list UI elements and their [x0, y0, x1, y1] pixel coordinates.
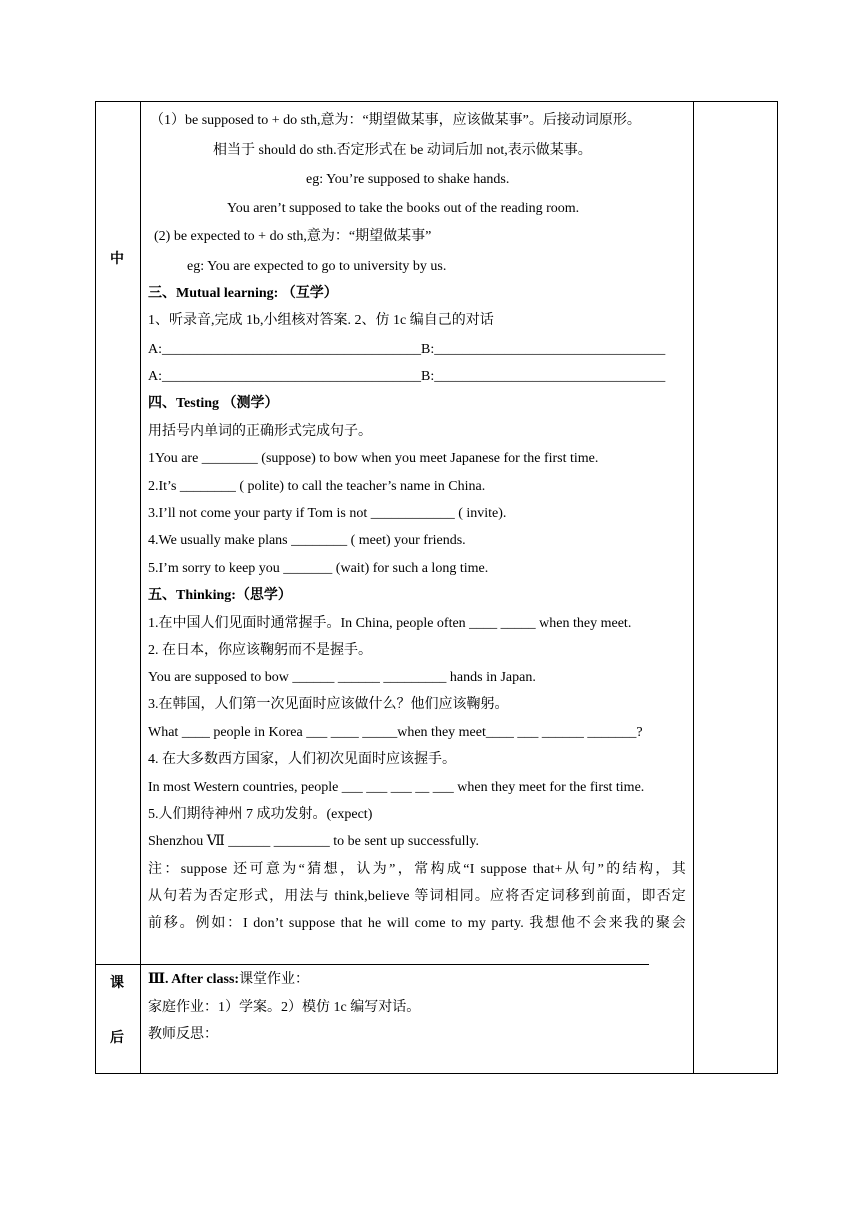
grammar-note-3: (2) be expected to + do sth,意为：“期望做某事”	[154, 229, 432, 244]
thinking-line-3: You are supposed to bow ______ ______ _________ hands in Japan.	[148, 670, 536, 685]
thinking-line-7: In most Western countries, people ___ ___ ___ __ ___ when they meet for the first time.	[148, 780, 645, 795]
thinking-line-5: What ____ people in Korea ___ ____ _____when they meet____ ___ ______ _______?	[148, 725, 643, 740]
testing-item-5: 5.I’m sorry to keep you _______ (wait) for such a long time.	[148, 561, 489, 576]
mutual-learning-heading: 三、Mutual learning: （互学）	[148, 286, 338, 301]
after-class-label: Ⅲ. After class:	[148, 972, 240, 987]
testing-heading: 四、Testing （测学）	[148, 396, 279, 411]
grammar-example-1: eg: You’re supposed to shake hands.	[306, 172, 510, 187]
side-label-after-1: 课	[110, 976, 124, 991]
thinking-line-4: 3.在韩国，人们第一次见面时应该做什么？他们应该鞠躬。	[148, 697, 509, 712]
testing-item-4: 4.We usually make plans ________ ( meet) your friends.	[148, 533, 466, 548]
usage-note-2: 从句若为否定形式，用法与 think,believe 等词相同。应将否定词移到前面，即否定	[148, 889, 686, 904]
usage-note-1: 注：suppose 还可意为“猜想，认为”，常构成“I suppose that+从句”的结构，其	[148, 862, 686, 877]
testing-instruction: 用括号内单词的正确形式完成句子。	[148, 424, 372, 439]
thinking-line-2: 2. 在日本，你应该鞠躬而不是握手。	[148, 643, 372, 658]
testing-item-2: 2.It’s ________ ( polite) to call the teacher’s name in China.	[148, 479, 486, 494]
mutual-learning-task: 1、听录音,完成 1b,小组核对答案. 2、仿 1c 编自己的对话	[148, 313, 494, 328]
thinking-line-1: 1.在中国人们见面时通常握手。In China, people often ____ _____ when they meet.	[148, 616, 632, 631]
dialogue-line-2: A:_____________________________________B:_________________________________	[148, 369, 666, 384]
thinking-line-8: 5.人们期待神州 7 成功发射。(expect)	[148, 807, 373, 822]
thinking-line-9: Shenzhou Ⅶ ______ ________ to be sent up successfully.	[148, 834, 479, 849]
grammar-example-3: eg: You are expected to go to university by us.	[187, 259, 447, 274]
thinking-line-6: 4. 在大多数西方国家，人们初次见面时应该握手。	[148, 752, 456, 767]
grammar-note-2: 相当于 should do sth.否定形式在 be 动词后加 not,表示做某事。	[213, 143, 592, 158]
grammar-note-1: （1）be supposed to + do sth,意为：“期望做某事，应该做某事”。后接动词原形。	[150, 113, 641, 128]
side-label-after-2: 后	[110, 1031, 124, 1046]
teacher-reflection: 教师反思：	[148, 1027, 218, 1042]
testing-item-3: 3.I’ll not come your party if Tom is not ____________ ( invite).	[148, 506, 507, 521]
column-divider-right	[693, 102, 694, 1073]
testing-item-1: 1You are ________ (suppose) to bow when you meet Japanese for the first time.	[148, 451, 599, 466]
grammar-example-2: You aren’t supposed to take the books out of the reading room.	[227, 201, 580, 216]
after-class-suffix: 课堂作业：	[239, 972, 310, 987]
dialogue-line-1: A:_____________________________________B:_________________________________	[148, 342, 666, 357]
thinking-heading: 五、Thinking:（思学）	[148, 588, 292, 603]
after-class-heading	[148, 972, 309, 988]
row-divider	[96, 964, 649, 965]
homework-line: 家庭作业：1）学案。2）模仿 1c 编写对话。	[148, 1000, 421, 1015]
side-label-middle: 中	[110, 252, 124, 267]
usage-note-3: 前移。例如：I don’t suppose that he will come to my party. 我想他不会来我的聚会	[148, 916, 686, 931]
column-divider-left	[140, 102, 141, 1073]
